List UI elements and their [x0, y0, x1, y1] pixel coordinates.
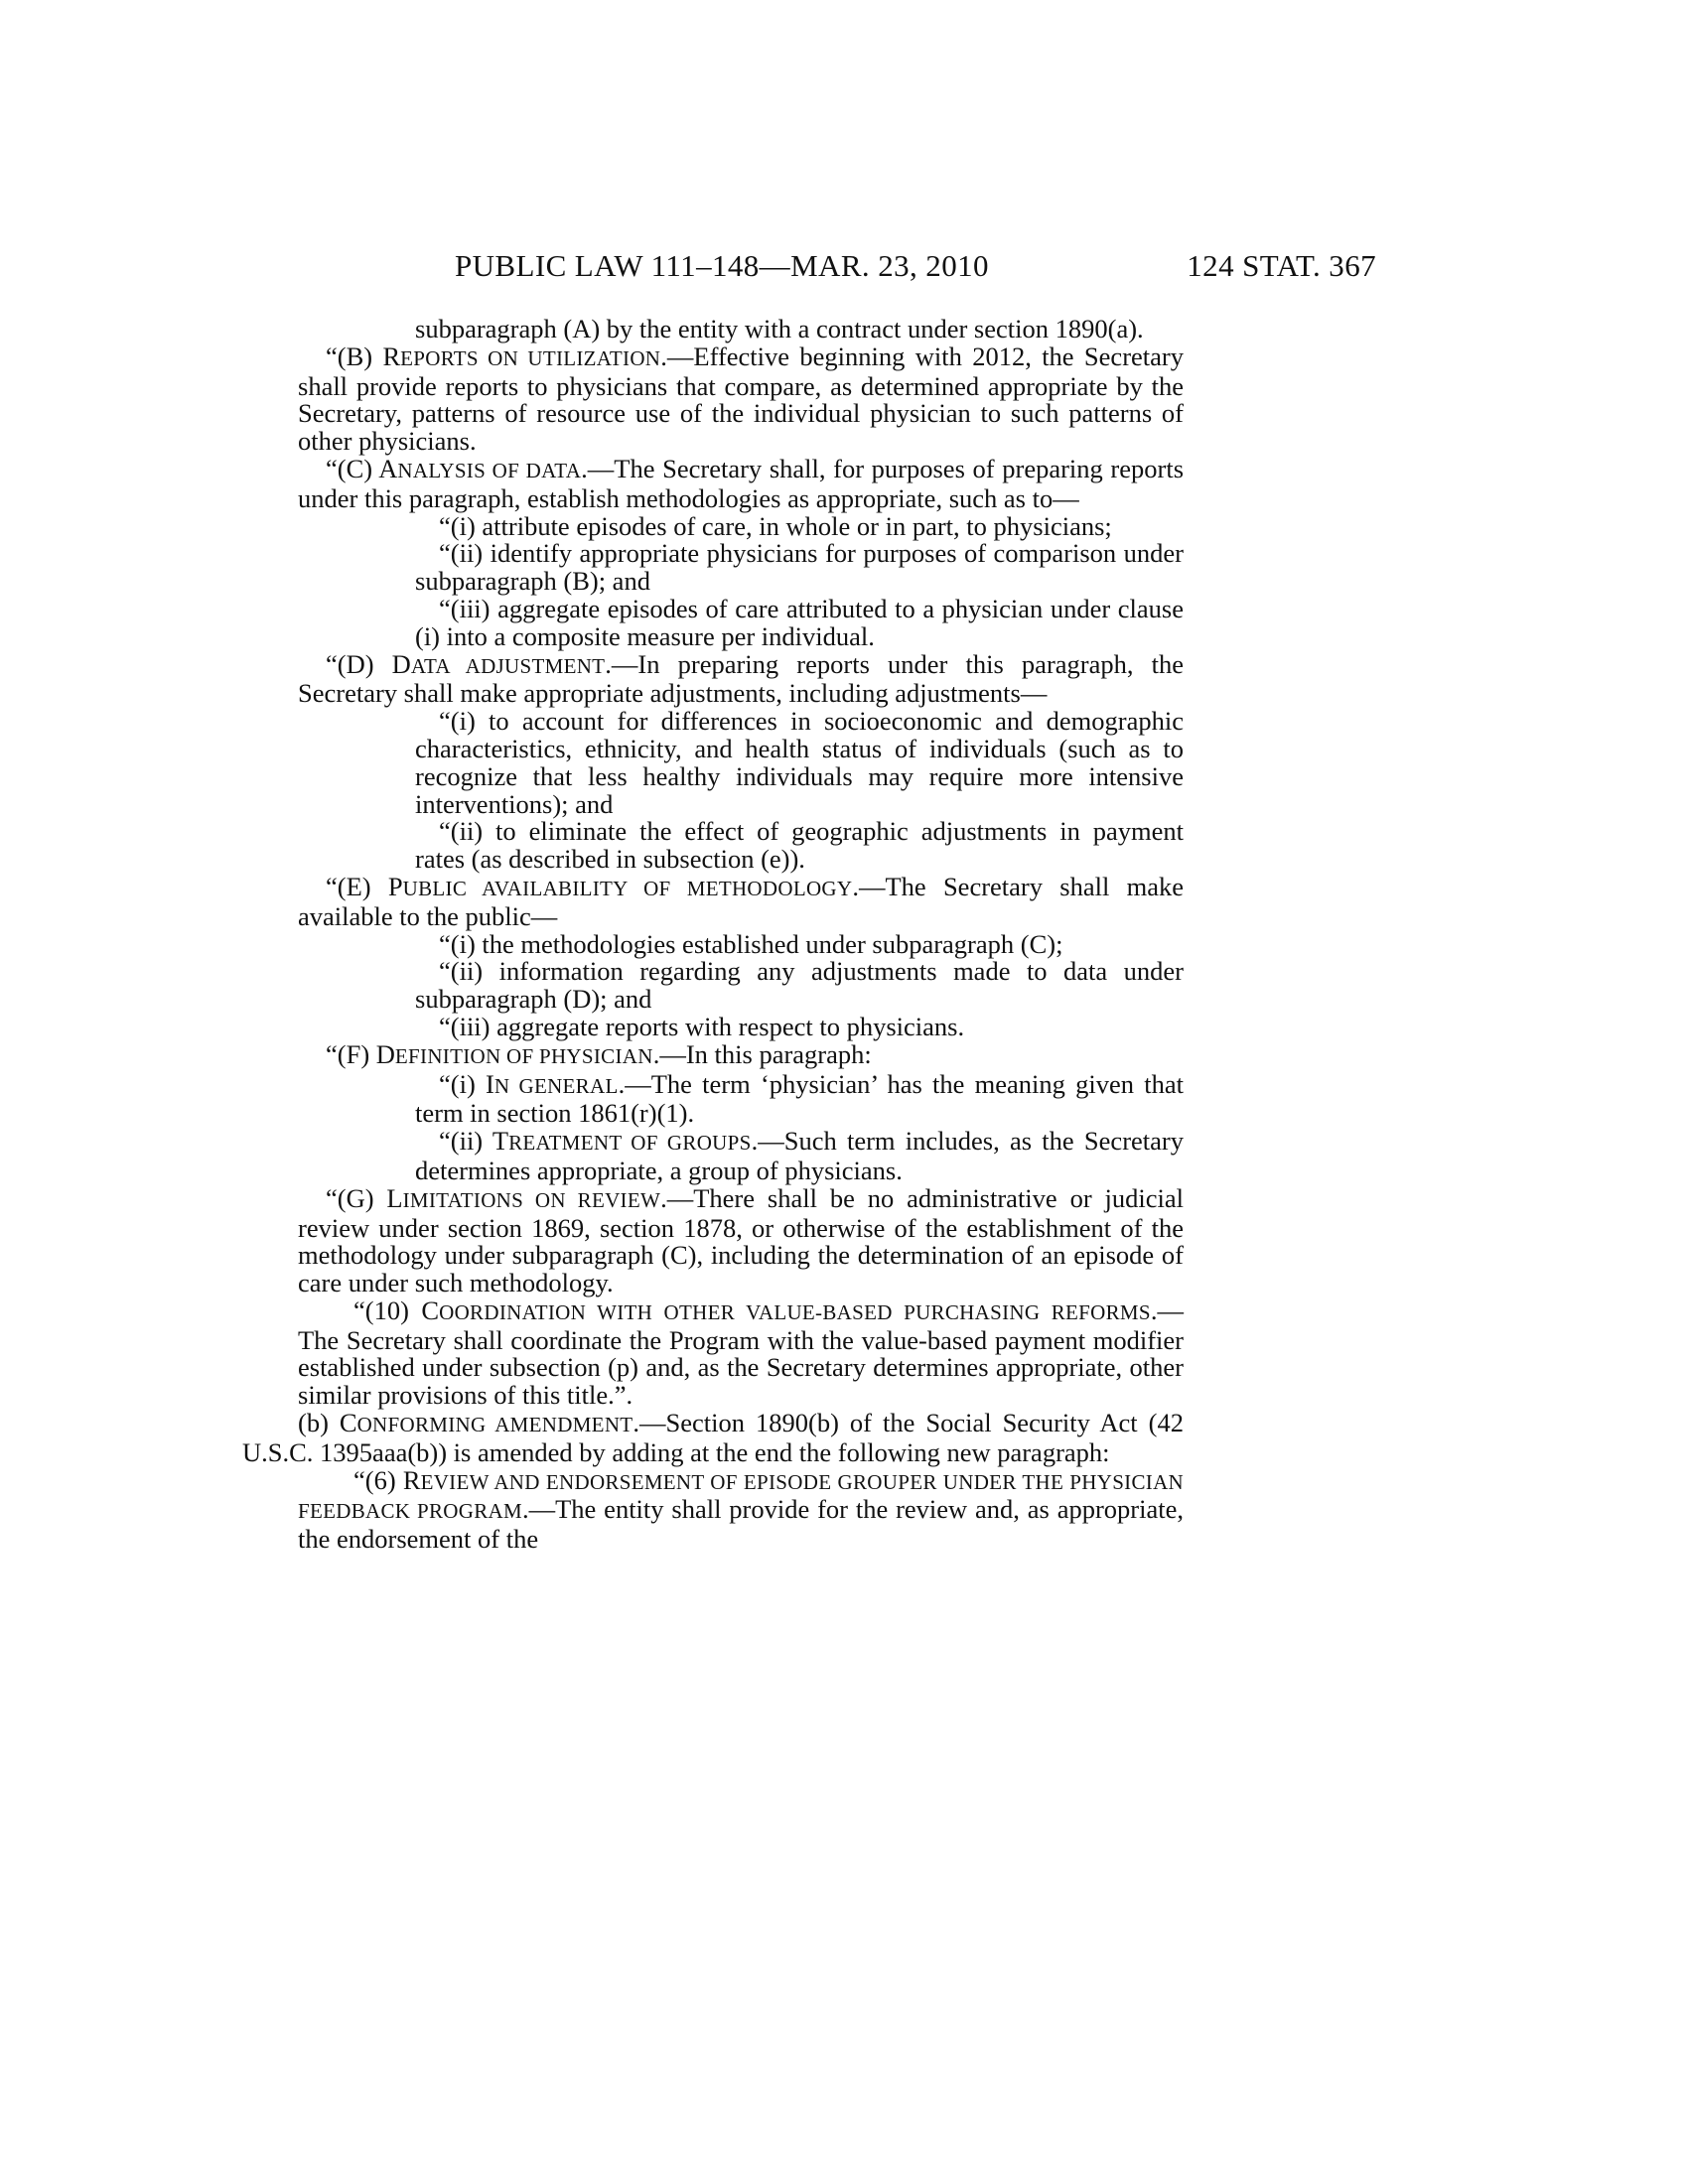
clause-d-i: “(i) to account for differences in socioeconomic and demographic characteristics, ethnicity, and health status of individuals (such as to recognize that less healthy individuals may require more intensive interventions); and	[415, 706, 1184, 819]
clause-e-i: “(i) the methodologies established under subparagraph (C);	[439, 928, 1063, 959]
page-header	[455, 244, 1376, 288]
statute-page-number: 124 STAT. 367	[1187, 248, 1376, 283]
subsection-b-conforming-amendment: (b) CONFORMING AMENDMENT.—Section 1890(b) of the Social Security Act (42 U.S.C. 1395aaa(b)) is amended by adding at the end the following new paragraph:	[242, 1408, 1184, 1467]
subparagraph-e-public-availability: “(E) PUBLIC AVAILABILITY OF METHODOLOGY.—The Secretary shall make available to the public—	[298, 871, 1184, 931]
public-law-citation: PUBLIC LAW 111–148—MAR. 23, 2010	[455, 248, 989, 283]
subparagraph-c-analysis-of-data: “(C) ANALYSIS OF DATA.—The Secretary shall, for purposes of preparing reports under this paragraph, establish methodologies as appropriate, such as to—	[298, 453, 1185, 513]
clause-e-ii: “(ii) information regarding any adjustments made to data under subparagraph (D); and	[415, 956, 1184, 1015]
clause-c-ii: “(ii) identify appropriate physicians for purposes of comparison under subparagraph (B); and	[415, 538, 1184, 597]
clause-e-iii: “(iii) aggregate reports with respect to physicians.	[439, 1011, 965, 1041]
statute-text	[242, 314, 1185, 1555]
clause-d-ii: “(ii) to eliminate the effect of geographic adjustments in payment rates (as described in subsection (e)).	[415, 816, 1184, 875]
paragraph-6-review-and-endorsement: “(6) REVIEW AND ENDORSEMENT OF EPISODE GROUPER UNDER THE PHYSICIAN FEEDBACK PROGRAM.—The entity shall provide for the review and, as appropriate, the endorsement of the	[298, 1464, 1184, 1555]
subparagraph-f-definition-of-physician: “(F) DEFINITION OF PHYSICIAN.—In this paragraph:	[326, 1038, 872, 1069]
clause-f-ii-treatment-of-groups: “(ii) TREATMENT OF GROUPS.—Such term includes, as the Secretary determines appropriate, a group of physicians.	[415, 1126, 1184, 1185]
subparagraph-d-data-adjustment: “(D) DATA ADJUSTMENT.—In preparing reports under this paragraph, the Secretary shall make appropriate adjustments, including adjustments—	[298, 648, 1184, 709]
clause-c-iii: “(iii) aggregate episodes of care attributed to a physician under clause (i) into a composite measure per individual.	[415, 593, 1184, 651]
subparagraph-b-reports-on-utilization: “(B) REPORTS ON UTILIZATION.—Effective beginning with 2012, the Secretary shall provide reports to physicians that compare, as determined appropriate by the Secretary, patterns of resource use of the individual physician to such patterns of other physicians.	[298, 341, 1184, 457]
clause-f-i-in-general: “(i) IN GENERAL.—The term ‘physician’ has the meaning given that term in section 1861(r)(1).	[415, 1068, 1184, 1129]
paragraph-continuation: subparagraph (A) by the entity with a contract under section 1890(a).	[415, 314, 1144, 343]
clause-c-i: “(i) attribute episodes of care, in whole or in part, to physicians;	[439, 510, 1112, 541]
paragraph-10-coordination: “(10) COORDINATION WITH OTHER VALUE-BASED PURCHASING REFORMS.—The Secretary shall coordinate the Program with the value-based payment modifier established under subsection (p) and, as the Secretary determines appropriate, other similar provisions of this title.”.	[298, 1295, 1185, 1411]
subparagraph-g-limitations-on-review: “(G) LIMITATIONS ON REVIEW.—There shall be no administrative or judicial review under section 1869, section 1878, or otherwise of the establishment of the methodology under subparagraph (C), including the determination of an episode of care under such methodology.	[298, 1182, 1184, 1298]
